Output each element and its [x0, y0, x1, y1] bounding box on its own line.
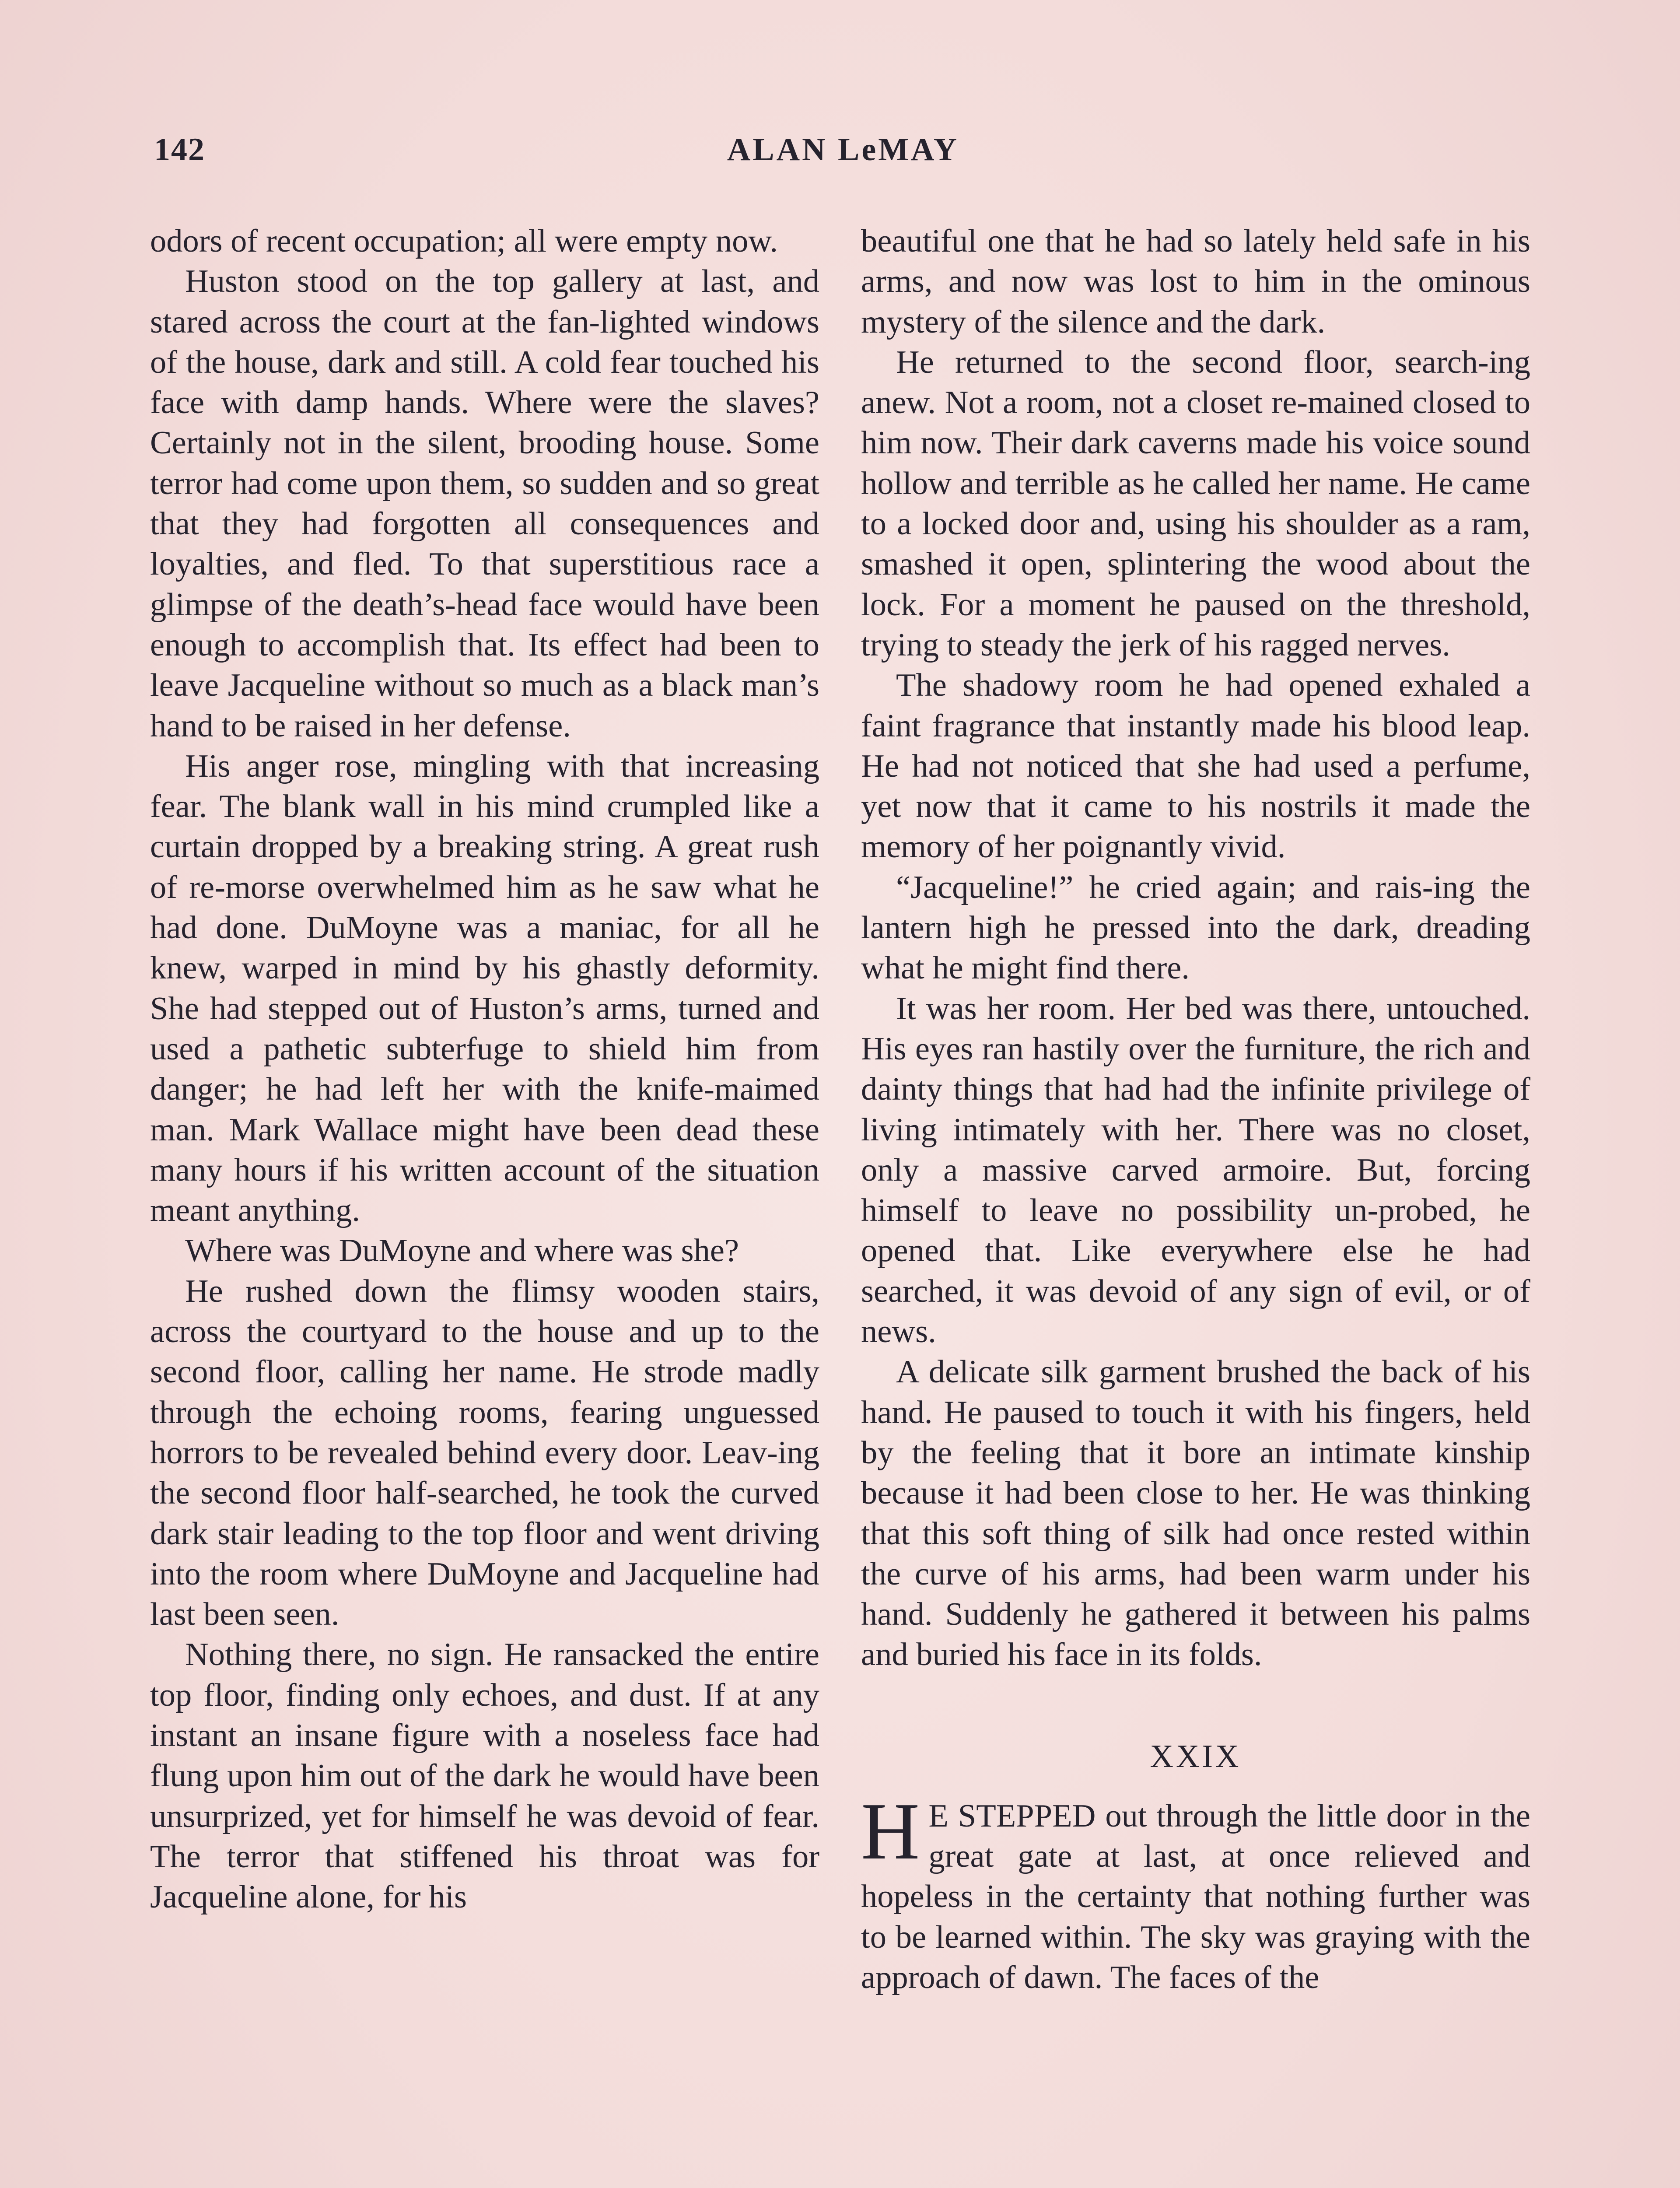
paragraph: His anger rose, mingling with that increasing fear. The blank wall in his mind crumpled like a curtain dropped by a breaking string. A great rush of re-morse overwhelmed him as he saw what he had done. DuMoyne was a maniac, for all he knew, warped in mind by his ghastly deformity. She had stepped out of Huston’s arms, turned and used a pathetic subterfuge to shield him from danger; he had left her with the knife-maimed man. Mark Wallace might have been dead these many hours if his written account of the situation meant anything.	[150, 748, 819, 1229]
drop-cap: H	[861, 1786, 920, 1876]
page-number: 142	[154, 132, 205, 168]
paragraph: He rushed down the flimsy wooden stairs, across the courtyard to the house and up to the second floor, calling her name. He strode madly through the echoing rooms, fearing unguessed horrors to be revealed behind every door. Leav-ing the second floor half-searched, he took the curved dark stair leading to the top floor and went driving into the room where DuMoyne and Jacqueline had last been seen.	[150, 1273, 819, 1633]
running-head-author: ALAN LeMAY	[727, 132, 959, 168]
right-text-column	[861, 221, 1530, 1998]
paragraph: Nothing there, no sign. He ransacked the entire top floor, finding only echoes, and dust. If at any instant an insane figure with a noseless face had flung upon him out of the dark he would have been unsurprized, yet for himself he was devoid of fear. The terror that stiffened his throat was for Jacqueline alone, for his	[150, 1637, 819, 1915]
paragraph: A delicate silk garment brushed the back of his hand. He paused to touch it with his fingers, held by the feeling that it bore an intimate kinship because it had been close to her. He was thinking that this soft thing of silk had once rested within the curve of his arms, had been warm under his hand. Suddenly he gathered it between his palms and buried his face in its folds.	[861, 1354, 1530, 1673]
paragraph: odors of recent occupation; all were empty now.	[150, 223, 778, 259]
chapter-heading: XXIX	[1150, 1738, 1242, 1774]
paragraph: It was her room. Her bed was there, untouched. His eyes ran hastily over the furniture, the rich and dainty things that had had the infinite privilege of living intimately with her. There was no closet, only a massive carved armoire. But, forcing himself to leave no possibility un-probed, he opened that. Like everywhere else he had searched, it was devoid of any sign of evil, or of news.	[861, 990, 1530, 1350]
paragraph: “Jacqueline!” he cried again; and rais-ing the lantern high he pressed into the dark, dreading what he might find there.	[861, 869, 1530, 986]
paragraph: beautiful one that he had so lately held safe in his arms, and now was lost to him in the ominous mystery of the silence and the dark.	[861, 223, 1530, 340]
paragraph: He returned to the second floor, search-ing anew. Not a room, not a closet re-mained closed to him now. Their dark caverns made his voice sound hollow and terrible as he called her name. He came to a locked door and, using his shoulder as a ram, smashed it open, splintering the wood about the lock. For a moment he paused on the threshold, trying to steady the jerk of his ragged nerves.	[861, 344, 1530, 663]
paragraph: Huston stood on the top gallery at last, and stared across the court at the fan-lighted windows of the house, dark and still. A cold fear touched his face with damp hands. Where were the slaves? Certainly not in the silent, brooding house. Some terror had come upon them, so sudden and so great that they had forgotten all consequences and loyalties, and fled. To that superstitious race a glimpse of the death’s-head face would have been enough to accomplish that. Its effect had been to leave Jacqueline without so much as a black man’s hand to be raised in her defense.	[150, 263, 819, 744]
left-text-column	[150, 221, 819, 1917]
chapter-opening-paragraph	[861, 1786, 1530, 1998]
chapter-opening-text: E STEPPED out through the little door in the great gate at last, at once relieved and hopeless in the certainty that nothing further was to be learned within. The sky was graying with the approach of dawn. The faces of the	[861, 1798, 1530, 1995]
page-header	[154, 131, 1532, 184]
paragraph: The shadowy room he had opened exhaled a faint fragrance that instantly made his blood leap. He had not noticed that she had used a perfume, yet now that it came to his nostrils it made the memory of her poignantly vivid.	[861, 667, 1530, 865]
paragraph: Where was DuMoyne and where was she?	[185, 1233, 739, 1269]
